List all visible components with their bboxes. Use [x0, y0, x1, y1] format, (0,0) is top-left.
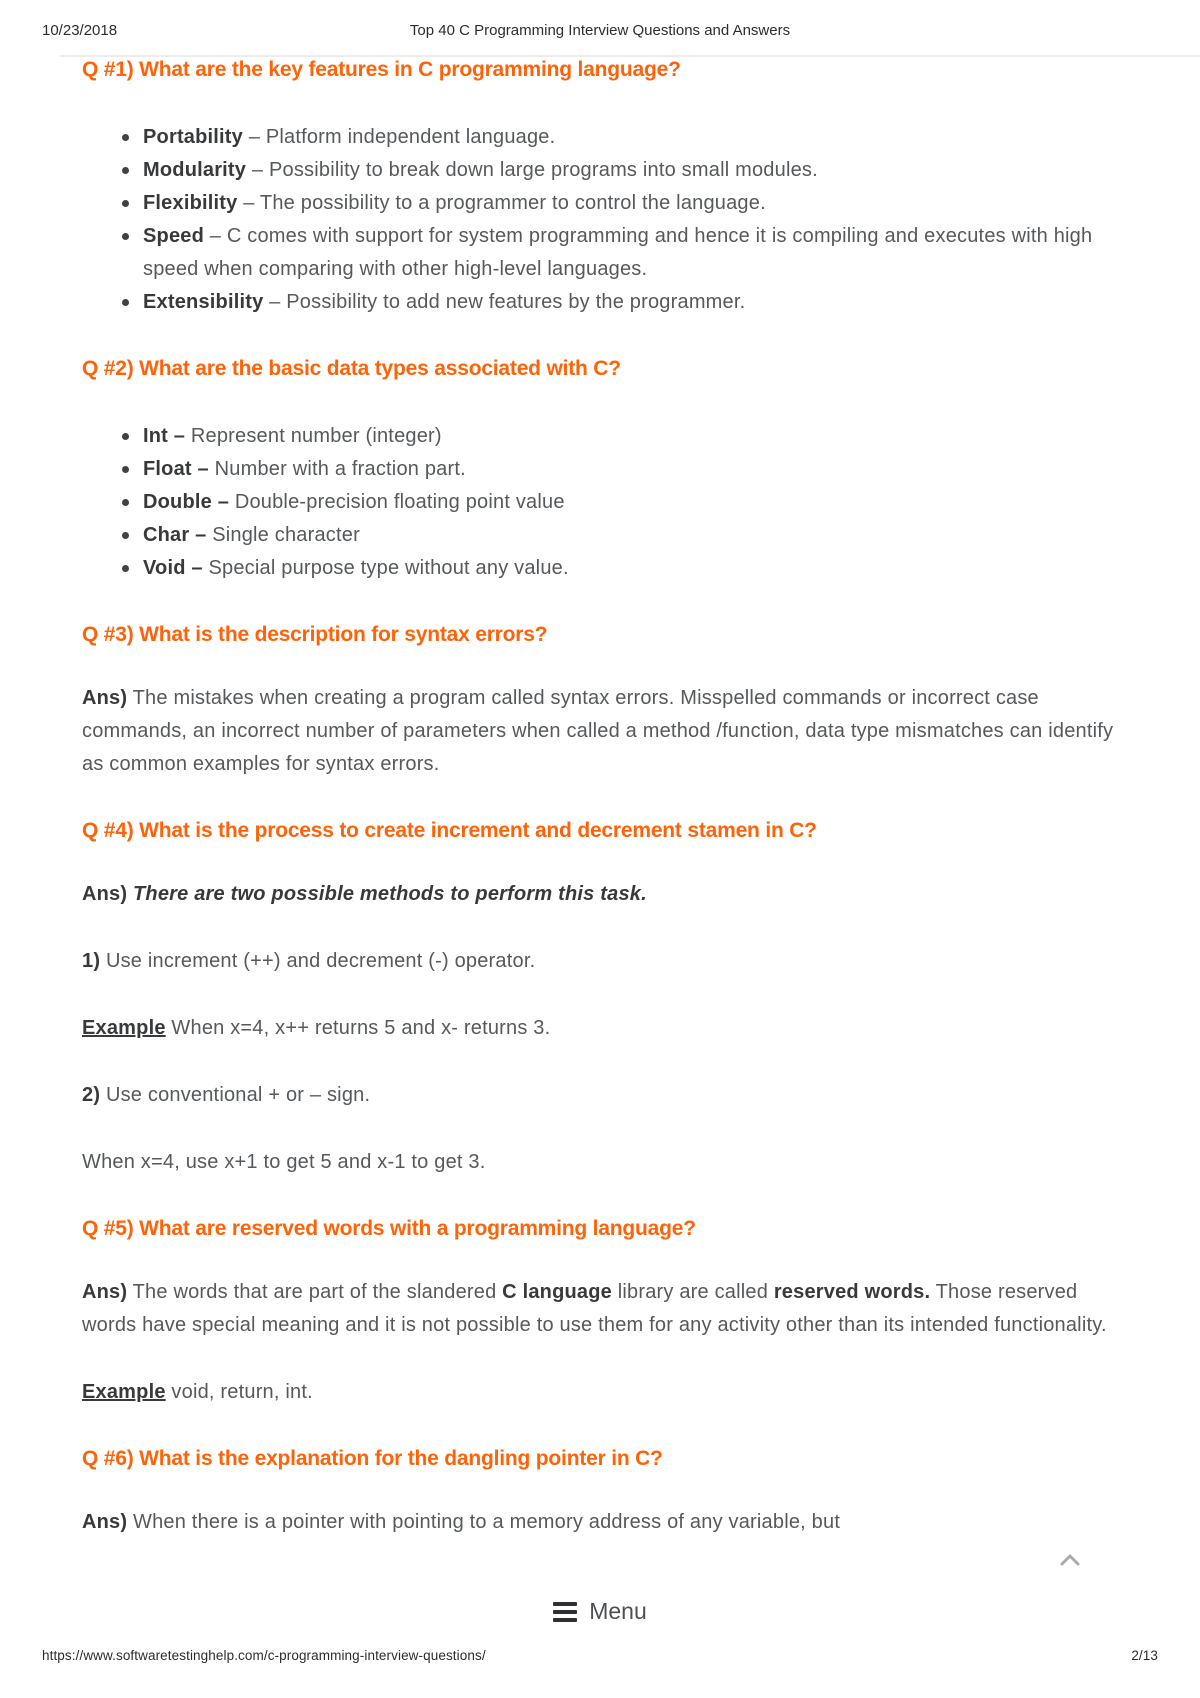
text-run: – Platform independent language.	[243, 126, 556, 148]
page-title: Top 40 C Programming Interview Questions and Answers	[409, 22, 791, 39]
text-run: Use increment (++) and decrement (-) operator.	[100, 950, 536, 972]
text-run: Use conventional + or – sign.	[100, 1084, 371, 1106]
text-run: Those reserved words have special meaning and it is not possible to use them for any activity other than its intended functionality.	[82, 1281, 1107, 1336]
content-sections	[82, 0, 1117, 1539]
question-heading: Q #4) What is the process to create increment and decrement stamen in C?	[82, 819, 817, 842]
text-run: Ans)	[82, 687, 128, 709]
list-item	[143, 154, 1117, 187]
paragraph	[82, 1376, 1117, 1409]
text-run: When x=4, use x+1 to get 5 and x-1 to get 3.	[82, 1151, 486, 1173]
paragraph	[82, 878, 1117, 911]
text-run: Example	[82, 1017, 166, 1039]
paragraph	[82, 1276, 1117, 1342]
text-run: The words that are part of the slandered	[127, 1281, 503, 1303]
menu-label: Menu	[589, 1598, 647, 1624]
list-item	[143, 220, 1117, 286]
text-run: When there is a pointer with pointing to a memory address of any variable, but	[127, 1511, 841, 1533]
text-run: – Possibility to add new features by the programmer.	[263, 291, 746, 313]
text-run: Portability	[143, 126, 243, 148]
text-run: reserved words.	[773, 1281, 931, 1303]
list-item	[143, 187, 1117, 220]
text-run: – The possibility to a programmer to control the language.	[237, 192, 766, 214]
text-run: Flexibility	[143, 192, 238, 214]
question-heading: Q #1) What are the key features in C programming language?	[82, 58, 681, 81]
footer-url: https://www.softwaretestinghelp.com/c-programming-interview-questions/	[42, 1648, 486, 1663]
text-run: Char –	[143, 524, 207, 546]
paragraph	[82, 1146, 1117, 1179]
text-run: Single character	[206, 524, 360, 546]
list-item	[143, 453, 1117, 486]
text-run: Ans)	[82, 1511, 128, 1533]
list-item	[143, 486, 1117, 519]
chevron-up-icon	[1060, 1553, 1080, 1567]
question-heading: Q #6) What is the explanation for the dangling pointer in C?	[82, 1447, 663, 1470]
question-heading: Q #2) What are the basic data types associated with C?	[82, 357, 621, 380]
text-run: Represent number (integer)	[185, 425, 442, 447]
hamburger-icon	[553, 1602, 577, 1622]
text-run: Ans)	[82, 1281, 128, 1303]
list-item	[143, 286, 1117, 319]
text-run: Int –	[143, 425, 186, 447]
text-run: Modularity	[143, 159, 247, 181]
text-run: C language	[502, 1281, 612, 1303]
scroll-to-top-button[interactable]	[1058, 1550, 1082, 1570]
text-run: 1)	[82, 950, 101, 972]
text-run: Extensibility	[143, 291, 264, 313]
paragraph	[82, 1079, 1117, 1112]
text-run: Speed	[143, 225, 205, 247]
paragraph	[82, 945, 1117, 978]
paragraph	[82, 1012, 1117, 1045]
text-run: – Possibility to break down large programs into small modules.	[246, 159, 818, 181]
text-run: – C comes with support for system programming and hence it is compiling and executes with high speed when comparing with other high-level languages.	[143, 225, 1093, 280]
paragraph	[82, 682, 1117, 781]
text-run: Ans)	[82, 883, 128, 905]
text-run: 2)	[82, 1084, 101, 1106]
question-heading: Q #5) What are reserved words with a programming language?	[82, 1217, 696, 1240]
list-item	[143, 552, 1117, 585]
list-item	[143, 121, 1117, 154]
text-run: Double-precision floating point value	[229, 491, 565, 513]
paragraph	[82, 1506, 1117, 1539]
print-footer	[42, 1648, 1158, 1663]
footer-page-indicator: 2/13	[1131, 1648, 1158, 1663]
list-item	[143, 420, 1117, 453]
text-run: Special purpose type without any value.	[202, 557, 569, 579]
text-run: void, return, int.	[165, 1381, 313, 1403]
menu-button[interactable]	[0, 1598, 1200, 1625]
text-run: Void –	[143, 557, 203, 579]
text-run: library are called	[611, 1281, 774, 1303]
print-date: 10/23/2018	[42, 22, 118, 39]
text-run: Example	[82, 1381, 166, 1403]
bullet-list	[82, 420, 1117, 585]
text-run: Float –	[143, 458, 209, 480]
bullet-list	[82, 121, 1117, 319]
text-run: The mistakes when creating a program called syntax errors. Misspelled commands or incorrect case commands, an incorrect number of parameters when called a method /function, data type mismatches can identify as common examples for syntax errors.	[82, 687, 1114, 775]
list-item	[143, 519, 1117, 552]
text-run: Number with a fraction part.	[208, 458, 466, 480]
text-run: There are two possible methods to perform this task.	[133, 883, 647, 905]
text-run: When x=4, x++ returns 5 and x- returns 3.	[165, 1017, 551, 1039]
question-heading: Q #3) What is the description for syntax errors?	[82, 623, 548, 646]
text-run: Double –	[143, 491, 230, 513]
